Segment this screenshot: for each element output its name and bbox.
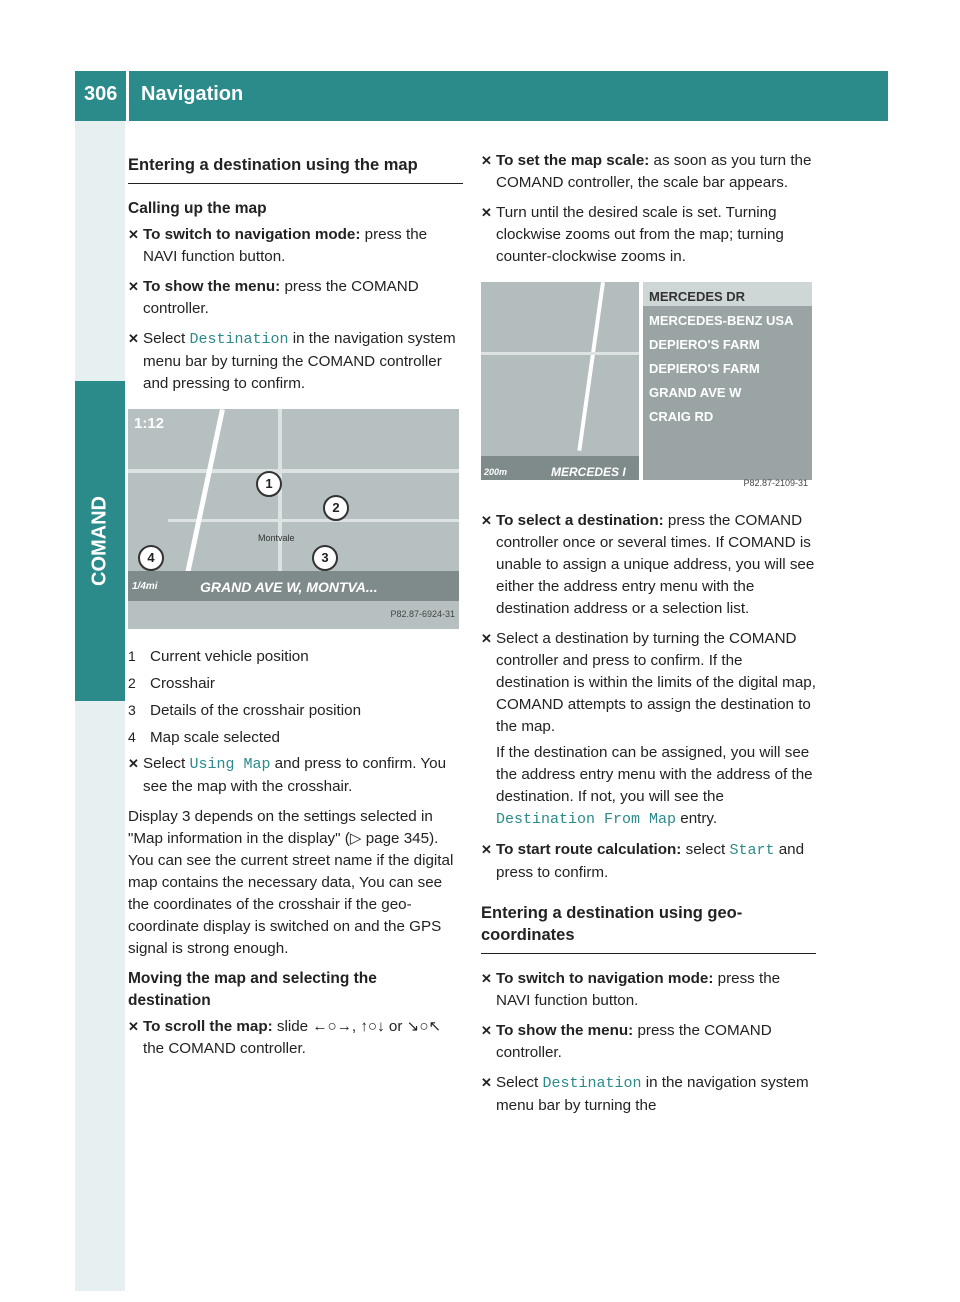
- step-text: press the NAVI function button.: [496, 970, 781, 1009]
- step-arrow-icon: ✕: [128, 1019, 139, 1034]
- step-text: Select: [496, 1074, 543, 1091]
- legend-text: Crosshair: [150, 675, 215, 692]
- right-column: [481, 150, 816, 1125]
- page-number: 306: [84, 83, 118, 105]
- section-heading: Entering a destination using the map: [128, 154, 463, 184]
- callout-1: 1: [256, 471, 282, 497]
- step-item: [481, 839, 816, 884]
- legend-item: [128, 672, 463, 695]
- step-item: [481, 510, 816, 620]
- section-title: Navigation: [141, 83, 244, 105]
- step-arrow-icon: ✕: [481, 1075, 492, 1090]
- step-text: press the COMAND controller.: [143, 278, 419, 317]
- step-text: select: [681, 841, 730, 858]
- chapter-sidebar: [75, 121, 125, 1291]
- step-text: press the NAVI function button.: [143, 226, 428, 265]
- step-arrow-icon: ✕: [481, 153, 492, 168]
- bar-scale: 1/4mi: [132, 581, 158, 592]
- step-text: Select: [143, 755, 190, 772]
- map-place-label: Montvale: [258, 533, 295, 543]
- step-text: in the navigation system menu bar by turning the: [496, 1074, 809, 1114]
- bar-scale: 200m: [484, 467, 508, 477]
- menu-command: Start: [729, 842, 775, 859]
- step-item: [128, 1016, 463, 1060]
- step-bold: To switch to navigation mode:: [496, 970, 714, 987]
- menu-item[interactable]: GRAND AVE W: [649, 385, 742, 400]
- step-arrow-icon: ✕: [481, 205, 492, 220]
- step-bold: To show the menu:: [496, 1022, 634, 1039]
- map-background: [481, 282, 639, 480]
- step-bold: To show the menu:: [143, 278, 281, 295]
- step-item: [128, 224, 463, 268]
- legend-item: [128, 699, 463, 722]
- callout-4: 4: [138, 545, 164, 571]
- step-arrow-icon: ✕: [481, 971, 492, 986]
- menu-command: Destination From Map: [496, 811, 677, 828]
- step-bold: To scroll the map:: [143, 1018, 273, 1035]
- step-bold: To start route calculation:: [496, 841, 682, 858]
- header-divider: [126, 71, 129, 121]
- step-item: [481, 628, 816, 831]
- menu-item[interactable]: DEPIERO'S FARM: [649, 361, 760, 376]
- step-item: [481, 968, 816, 1012]
- step-item: [128, 753, 463, 798]
- step-item: [481, 150, 816, 194]
- section-heading-geo: Entering a destination using geo-coordinates: [481, 902, 816, 954]
- step-arrow-icon: ✕: [128, 756, 139, 771]
- menu-command: Using Map: [189, 756, 271, 773]
- legend-number: 4: [128, 729, 136, 745]
- menu-item[interactable]: CRAIG RD: [649, 409, 714, 424]
- legend-item: [128, 726, 463, 749]
- step-text: Select a destination by turning the COMAND controller and press to confirm. If the destination is within the limits of the digital map, COMAND attempts to assign the destination to the map.: [496, 630, 816, 735]
- step-text: slide ←○→, ↑○↓ or ↘○↖ the COMAND controller.: [143, 1018, 442, 1057]
- step-text: press the COMAND controller.: [496, 1022, 772, 1061]
- body-paragraph: Display 3 depends on the settings selected in "Map information in the display" (▷ page 345). You can see the current street name if the digital map contains the necessary data, You can see the coordinates of the crosshair if the geo-coordinate display is switched on and the GPS signal is strong enough.: [128, 808, 454, 957]
- map-figure: [128, 409, 459, 629]
- step-item: [128, 328, 463, 395]
- map-road: [168, 519, 459, 522]
- step-text: in the navigation system menu bar by turning the COMAND controller and pressing to confirm.: [143, 330, 456, 392]
- callout-2: 2: [323, 495, 349, 521]
- step-text: entry.: [676, 810, 718, 827]
- menu-command: Destination: [189, 331, 289, 348]
- step-item: [481, 1072, 816, 1117]
- map-scale-label: 1:12: [134, 415, 165, 432]
- step-text: and press to confirm.: [496, 841, 805, 881]
- step-item: [481, 1020, 816, 1064]
- step-arrow-icon: ✕: [481, 842, 492, 857]
- step-text: Select: [143, 330, 190, 347]
- bar-street: GRAND AVE W, MONTVA...: [200, 579, 378, 595]
- step-bold: To set the map scale:: [496, 152, 650, 169]
- chapter-tab[interactable]: [75, 381, 125, 701]
- step-text: as soon as you turn the COMAND controller, the scale bar appears.: [496, 152, 812, 191]
- step-subtext: [496, 742, 816, 831]
- step-arrow-icon: ✕: [128, 279, 139, 294]
- bar-street: MERCEDES I: [551, 465, 626, 479]
- map-status-bar: [481, 456, 639, 480]
- step-arrow-icon: ✕: [481, 631, 492, 646]
- step-item: [481, 202, 816, 268]
- legend-text: Current vehicle position: [150, 648, 309, 665]
- step-arrow-icon: ✕: [481, 513, 492, 528]
- map-status-bar: [128, 571, 459, 601]
- page-header: [75, 71, 888, 121]
- step-text: press the COMAND controller once or several times. If COMAND is unable to assign a unique address, you will see either the address entry menu with the destination address or a selection list.: [496, 512, 815, 617]
- step-text: and press to confirm. You see the map with the crosshair.: [143, 755, 447, 795]
- destination-list-figure: [481, 282, 812, 494]
- menu-item[interactable]: DEPIERO'S FARM: [649, 337, 760, 352]
- legend-number: 3: [128, 702, 136, 718]
- step-bold: To select a destination:: [496, 512, 664, 529]
- subheading-calling-map: Calling up the map: [128, 200, 267, 217]
- step-text: If the destination can be assigned, you will see the address entry menu with the address of the destination. If not, you will see the: [496, 744, 813, 805]
- legend-text: Map scale selected: [150, 729, 281, 746]
- map-road: [481, 352, 639, 355]
- legend-text: Details of the crosshair position: [150, 702, 362, 719]
- chapter-tab-label: COMAND: [88, 496, 111, 586]
- callout-3: 3: [312, 545, 338, 571]
- destination-menu: [643, 282, 812, 480]
- menu-command: Destination: [542, 1075, 642, 1092]
- left-column: [128, 150, 463, 1068]
- menu-item[interactable]: MERCEDES-BENZ USA: [649, 313, 794, 328]
- legend-item: [128, 645, 463, 668]
- legend-number: 1: [128, 648, 136, 664]
- step-bold: To switch to navigation mode:: [143, 226, 361, 243]
- step-arrow-icon: ✕: [128, 227, 139, 242]
- legend-number: 2: [128, 675, 136, 691]
- figure-code: P82.87-2109-31: [743, 478, 808, 488]
- step-item: [128, 276, 463, 320]
- map-highway: [577, 282, 605, 451]
- subheading-moving-map: Moving the map and selecting the destination: [128, 970, 377, 1009]
- step-text: Turn until the desired scale is set. Turning clockwise zooms out from the map; turning counter-clockwise zooms in.: [496, 204, 784, 265]
- step-arrow-icon: ✕: [481, 1023, 492, 1038]
- step-arrow-icon: ✕: [128, 331, 139, 346]
- map-road: [128, 469, 459, 473]
- menu-item[interactable]: MERCEDES DR: [643, 282, 812, 306]
- figure-code: P82.87-6924-31: [390, 609, 455, 619]
